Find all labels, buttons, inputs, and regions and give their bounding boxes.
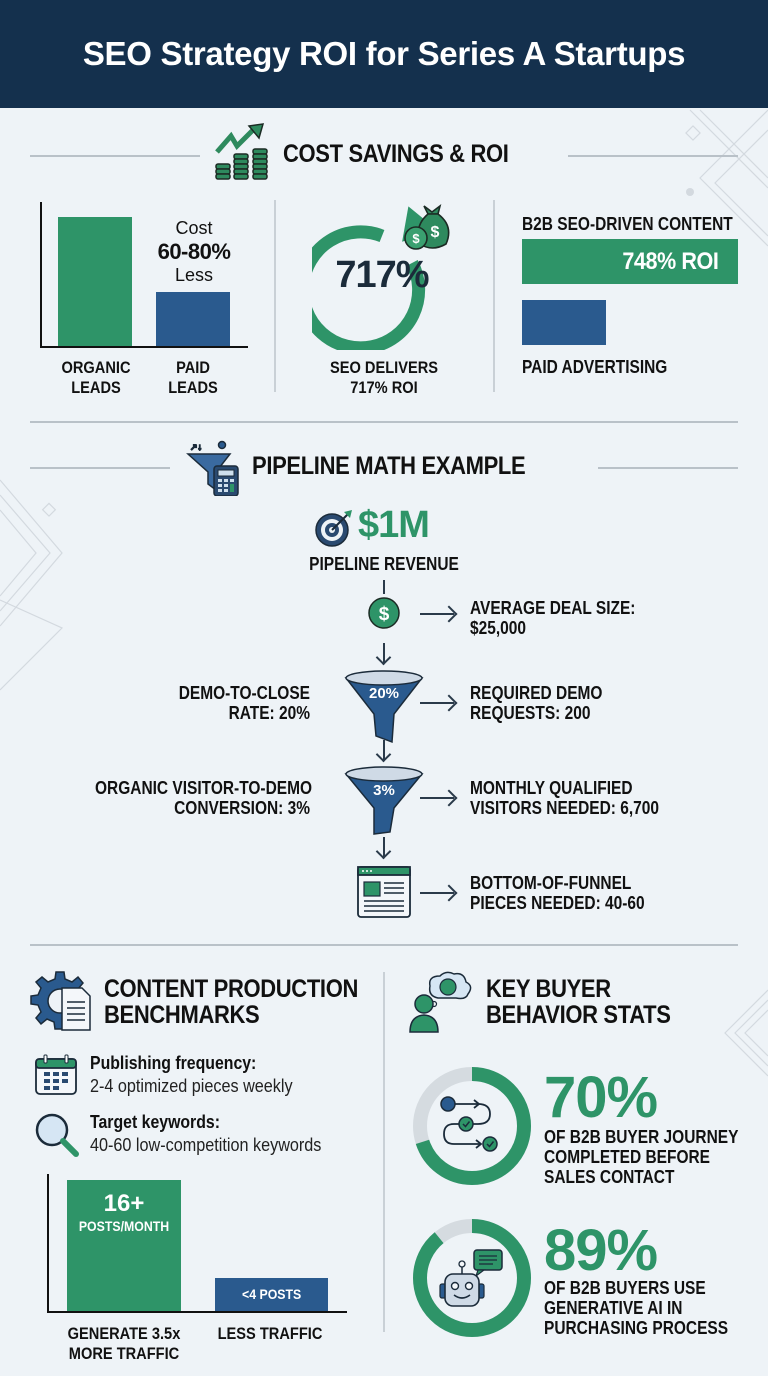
column-divider [493,200,495,392]
calendar-icon [34,1054,78,1096]
paid-leads-label: PAID LEADS [168,358,218,397]
divider [30,944,738,946]
arrow-down-icon [383,837,385,857]
funnel-calculator-icon [186,440,242,496]
seo-roi-bar: 748% ROI [522,239,738,284]
dollar-coin-icon [367,596,401,630]
arrow-down-icon [383,643,385,663]
webpage-icon [357,866,411,918]
roi-ring-value: 717% [335,254,429,296]
y-axis [47,1174,49,1313]
funnel-icon [344,764,424,836]
roi-ring-caption: SEO DELIVERS 717% ROI [329,358,439,397]
stat-89-value: 89% [544,1218,658,1283]
arrow-right-icon [420,892,454,894]
step-2-right: REQUIRED DEMO REQUESTS: 200 [470,683,603,723]
high-frequency-caption: GENERATE 3.5x MORE TRAFFIC [67,1324,181,1363]
publishing-frequency-label: Publishing frequency: [90,1053,257,1073]
paid-leads-bar [156,292,230,346]
column-divider [274,200,276,392]
svg-text:$: $ [430,224,440,241]
organic-leads-bar [58,217,132,346]
section-title-content: CONTENT PRODUCTION BENCHMARKS [104,975,359,1029]
journey-path-icon [440,1094,504,1156]
svg-text:$: $ [378,604,390,625]
target-icon [314,508,354,548]
x-axis [40,346,248,348]
page-title: SEO Strategy ROI for Series A Startups [82,35,686,72]
divider [598,467,738,469]
section-title-buyer: KEY BUYER BEHAVIOR STATS [486,975,671,1029]
column-divider [383,972,385,1332]
step-3-right: MONTHLY QUALIFIED VISITORS NEEDED: 6,700 [470,778,659,818]
section-title-cost: COST SAVINGS & ROI [283,140,509,168]
pipeline-goal-value: $1M [358,504,429,546]
step-4-right: BOTTOM-OF-FUNNEL PIECES NEEDED: 40-60 [470,873,645,913]
arrow-right-icon [420,797,454,799]
stat-89-text: OF B2B BUYERS USE GENERATIVE AI IN PURCHASING PROCESS [544,1278,729,1338]
step-3-left: ORGANIC VISITOR-TO-DEMO CONVERSION: 3% [95,778,313,818]
svg-text:$: $ [412,231,420,246]
divider [30,155,200,157]
arrow-right-icon [420,702,454,704]
publishing-frequency-value: 2-4 optimized pieces weekly [90,1076,293,1096]
arrow-down-icon [383,740,385,760]
b2b-seo-title: B2B SEO-DRIVEN CONTENT [522,214,733,234]
section-title-pipeline: PIPELINE MATH EXAMPLE [252,452,526,480]
divider [568,155,738,157]
page-header [0,0,768,108]
paid-advertising-bar [522,300,606,345]
divider [30,467,170,469]
target-keywords-label: Target keywords: [90,1112,220,1132]
magnifier-icon [34,1112,80,1158]
cost-annotation: Cost 60-80% Less [157,218,231,285]
step-1-right: AVERAGE DEAL SIZE: $25,000 [470,598,636,638]
connector-line [383,580,385,594]
paid-advertising-label: PAID ADVERTISING [522,357,668,377]
arrow-right-icon [420,613,454,615]
pipeline-goal-label: PIPELINE REVENUE [309,554,459,574]
gear-document-icon [28,968,94,1032]
robot-chat-icon [438,1248,506,1310]
traffic-chart [47,1174,347,1314]
low-frequency-bar: <4 POSTS [215,1278,328,1311]
organic-leads-label: ORGANIC LEADS [61,358,131,397]
coins-growth-icon [213,122,273,180]
step-2-left: DEMO-TO-CLOSE RATE: 20% [178,683,310,723]
funnel-icon [344,668,424,744]
funnel-20-label: 20% [368,685,400,702]
low-frequency-caption: LESS TRAFFIC [217,1324,323,1343]
stat-70-text: OF B2B BUYER JOURNEY COMPLETED BEFORE SALES CONTACT [544,1127,739,1187]
x-axis [47,1311,347,1313]
stat-70-value: 70% [544,1065,658,1130]
high-frequency-bar: 16+ POSTS/MONTH [67,1180,181,1311]
person-thinking-icon [408,970,476,1034]
svg-text:↗↓: ↗↓ [190,442,203,452]
money-bag-icon [402,202,458,252]
target-keywords-value: 40-60 low-competition keywords [90,1135,322,1155]
divider [30,421,738,423]
y-axis [40,202,42,347]
funnel-3-label: 3% [373,782,395,799]
